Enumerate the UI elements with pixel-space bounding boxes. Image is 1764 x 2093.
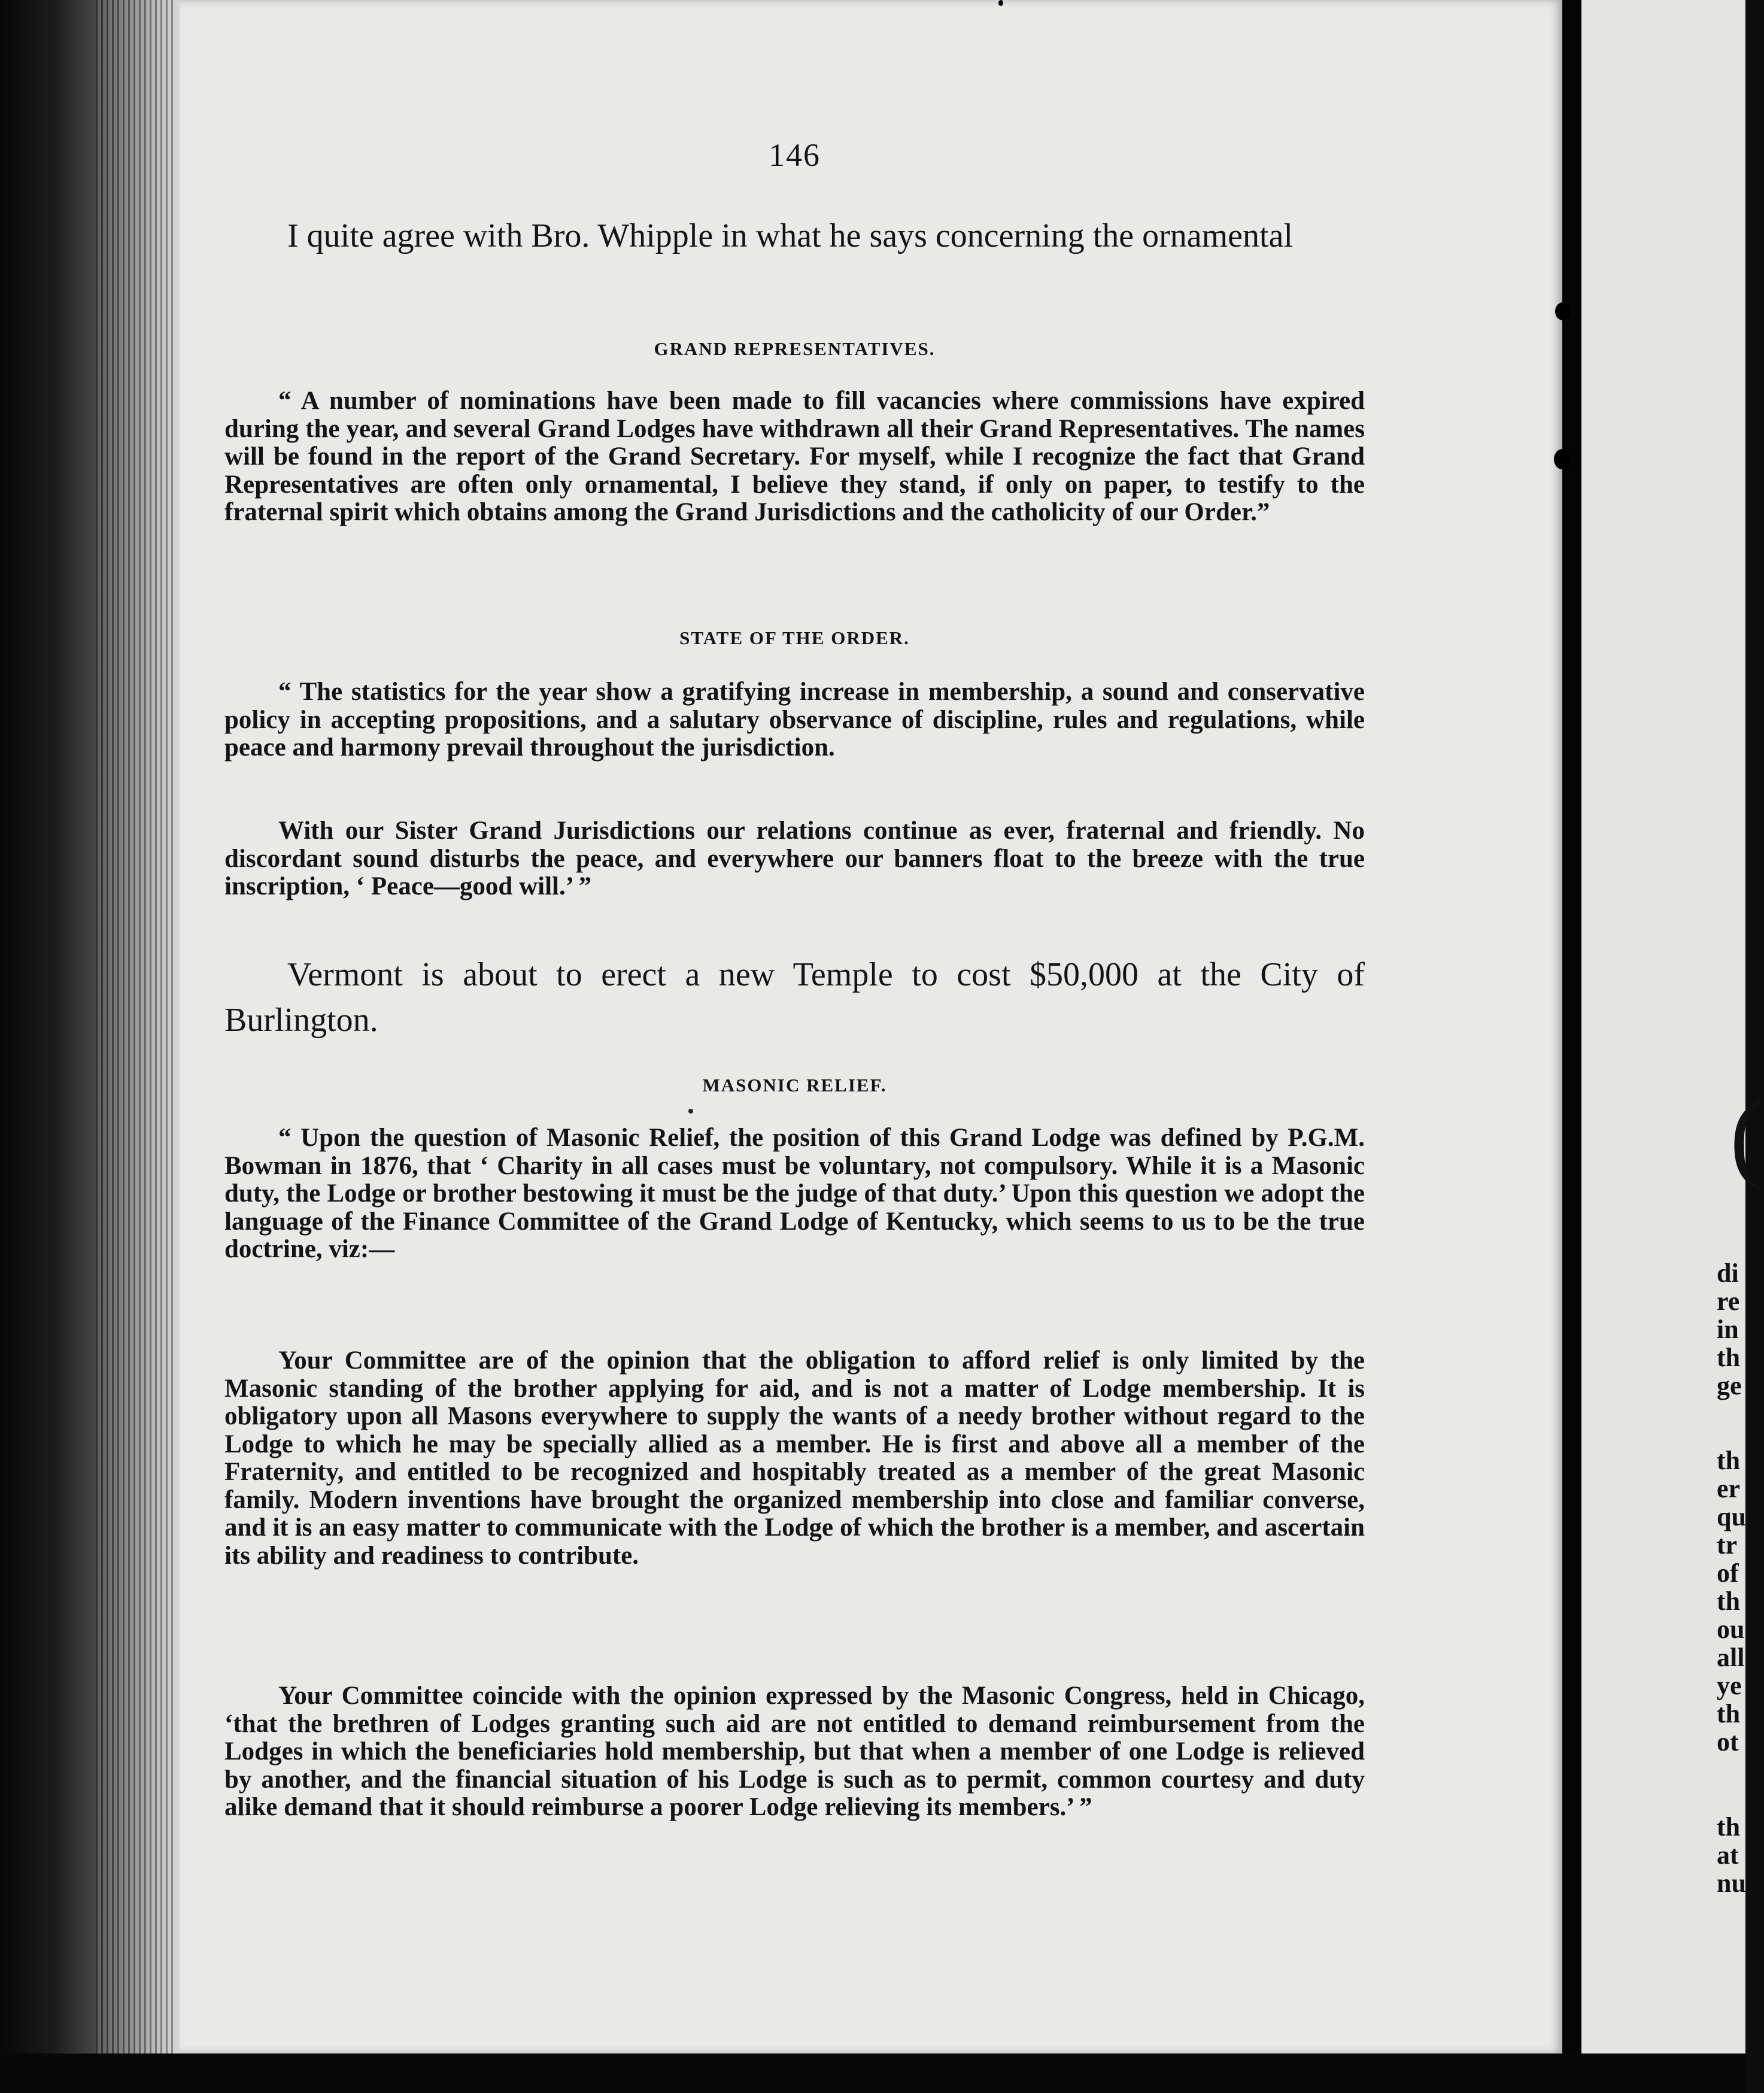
facing-fragment: th <box>1717 1446 1741 1475</box>
vermont-temple-note: Vermont is about to erect a new Temple to cost $50,000 at the City of Burlington. <box>224 956 1365 1039</box>
scan-blot <box>1554 449 1571 469</box>
facing-fragment: tr <box>1717 1530 1738 1560</box>
heading-state-of-the-order: STATE OF THE ORDER. <box>679 627 910 648</box>
print-speck <box>688 1109 693 1114</box>
facing-fragment: of <box>1717 1558 1739 1588</box>
scan-blot <box>1555 302 1571 320</box>
facing-fragment: th <box>1717 1343 1741 1372</box>
bottom-shadow <box>0 2053 1745 2093</box>
facing-fragment: th <box>1717 1699 1741 1728</box>
facing-fragment: at <box>1717 1840 1739 1870</box>
facing-fragment: in <box>1717 1315 1739 1344</box>
masonic-relief-paragraph-3: Your Committee coincide with the opinion expressed by the Masonic Congress, held in Chicago, ‘that the brethren of Lodges granting such aid are not entitled to demand reimbursement from the Lodges in which the beneficiaries hold membership, but that when a member of one Lodge is relieved by another, and the financial situation of his Lodge is such as to permit, common courtesy and duty alike demand that it should reimburse a poorer Lodge relieving its members.’ ” <box>224 1682 1365 1821</box>
state-of-order-paragraph-1: “ The statistics for the year show a gratifying increase in membership, a sound and conservative policy in accepting propositions, and a salutary observance of discipline, rules and regulations, while peace and harmony prevail throughout the jurisdiction. <box>224 678 1365 762</box>
facing-fragment: ye <box>1717 1671 1742 1700</box>
scan-blot <box>998 0 1003 6</box>
facing-fragment: nu <box>1717 1868 1746 1898</box>
grand-representatives-paragraph: “ A number of nominations have been made to fill vacancies where commissions have expired during the year, and several Grand Lodges have withdrawn all their Grand Representatives. The names will be found in the report of the Grand Secretary. For myself, while I recognize the fact that Grand Representatives are often only ornamental, I believe they stand, if only on paper, to testify to the fraternal spirit which obtains among the Grand Jurisdictions and the catholicity of our Order.” <box>224 387 1365 526</box>
book-binding-edge <box>0 0 180 2093</box>
facing-page-paren: ( <box>1730 1079 1764 1192</box>
facing-fragment: di <box>1717 1258 1739 1288</box>
page-number: 146 <box>769 137 821 173</box>
facing-fragment: er <box>1717 1474 1741 1503</box>
intro-paragraph: I quite agree with Bro. Whipple in what he says concerning the ornamental <box>287 217 1293 254</box>
facing-fragment: ge <box>1717 1371 1742 1400</box>
page-edge-stripes <box>96 0 174 2093</box>
facing-fragment: qu <box>1717 1502 1746 1531</box>
masonic-relief-paragraph-1: “ Upon the question of Masonic Relief, the position of this Grand Lodge was defined by P.G.M. Bowman in 1876, that ‘ Charity in all cases must be voluntary, not compulsory. While it is a Masonic duty, the Lodge or brother bestowing it must be the judge of that duty.’ Upon this question we adopt the language of the Finance Committee of the Grand Lodge of Kentucky, which seems to us to be the true doctrine, viz:— <box>224 1124 1365 1263</box>
heading-grand-representatives: GRAND REPRESENTATIVES. <box>654 338 936 359</box>
facing-fragment: th <box>1717 1587 1741 1616</box>
facing-fragment: th <box>1717 1812 1741 1842</box>
facing-fragment: ou <box>1717 1615 1745 1644</box>
masonic-relief-paragraph-2: Your Committee are of the opinion that the obligation to afford relief is only limited by the Masonic standing of the brother applying for aid, and is not a matter of Lodge membership. It is obligatory upon all Masons everywhere to supply the wants of a needy brother without regard to the Lodge to which he may be specially allied as a member. He is first and above all a member of the Fraternity, and entitled to be recognized and hospitably treated as a member of the great Masonic family. Modern inventions have brought the organized membership into close and familiar converse, and it is an easy matter to communicate with the Lodge of which the brother is a member, and ascertain its ability and readiness to contribute. <box>224 1346 1365 1570</box>
heading-masonic-relief: MASONIC RELIEF. <box>702 1075 887 1096</box>
facing-fragment: re <box>1717 1287 1740 1316</box>
facing-fragment: all <box>1717 1643 1745 1672</box>
state-of-order-paragraph-2: With our Sister Grand Jurisdictions our relations continue as ever, fraternal and friendly. No discordant sound disturbs the peace, and everywhere our banners float to the breeze with the true inscription, ‘ Peace—good will.’ ” <box>224 817 1365 900</box>
facing-fragment: ot <box>1717 1727 1739 1757</box>
